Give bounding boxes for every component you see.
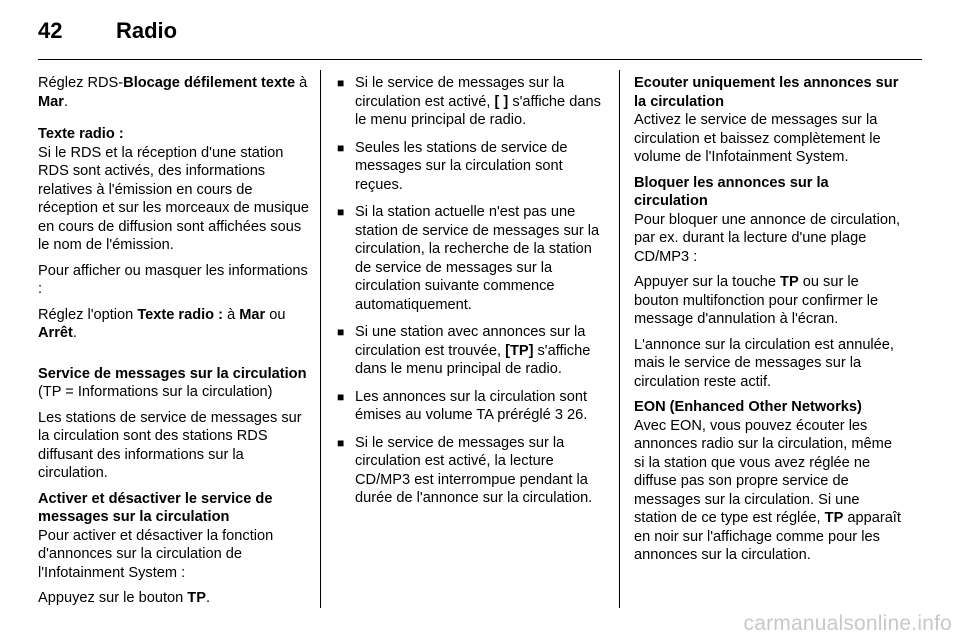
press-tp-paragraph: Appuyez sur le bouton TP. (38, 590, 210, 606)
cancelled-paragraph: L'annonce sur la circulation est annulée, mais le service de messages sur la circulation reste actif. (634, 336, 894, 390)
block-paragraph: Pour bloquer une annonce de circulation, par ex. durant la lecture d'une plage CD/MP3 : (634, 211, 901, 265)
texte-radio-heading: Texte radio : (38, 126, 124, 142)
traffic-stations-paragraph: Les stations de service de messages sur la circulation sont des stations RDS diffusant des informations sur la circulation. (38, 409, 302, 481)
list-item: ■ Si une station avec annonces sur la circulation est trouvée, [TP] s'affiche dans le menu principal de radio. (337, 324, 591, 377)
tp-definition: (TP = Informations sur la circulation) (38, 384, 273, 400)
activate-heading: Activer et désactiver le service de messages sur la circulation (38, 490, 273, 525)
page-number: 42 (38, 18, 63, 43)
bullet-icon: ■ (337, 435, 345, 450)
column-divider-1 (320, 70, 321, 608)
texte-radio-option-paragraph: Réglez l'option Texte radio : à Mar ou Arrêt. (38, 306, 286, 341)
rds-setting-paragraph: Réglez RDS-Blocage défilement texte à Mar. (38, 75, 308, 110)
bullet-icon: ■ (337, 205, 345, 219)
page-header (38, 18, 922, 62)
eon-heading: EON (Enhanced Other Networks) (634, 399, 862, 415)
column-divider-2 (619, 70, 620, 608)
list-item: ■ Si le service de messages sur la circulation est activé, la lecture CD/MP3 est interrompue pendant la durée de l'annonce sur la circulation. (337, 434, 593, 506)
traffic-service-heading: Service de messages sur la circulation (38, 365, 307, 382)
list-item: ■ Les annonces sur la circulation sont émises au volume TA préréglé 3 26. (337, 388, 588, 423)
column-1 (38, 74, 312, 615)
list-item: ■ Si la station actuelle n'est pas une station de service de messages sur la circulation, la recherche de la station de service de messages sur la circulation suivante commence automatiquement. (337, 204, 600, 313)
bullet-icon: ■ (337, 140, 345, 155)
bullet-icon: ■ (337, 76, 345, 90)
list-item: ■ Seules les stations de service de messages sur la circulation sont reçues. (337, 139, 568, 193)
column-3 (634, 74, 904, 572)
eon-paragraph: Avec EON, vous pouvez écouter les annonces radio sur la circulation, même si la station que vous avez réglée ne diffuse pas son propre service de messages sur la circulation. Si une station de ce type est réglée, TP apparaît en noir sur l'affichage comme pour les annonces sur la circulation. (634, 417, 901, 563)
column-2 (336, 74, 606, 517)
activate-paragraph: Pour activer et désactiver la fonction d'annonces sur la circulation de l'Infotainment System : (38, 527, 274, 581)
show-hide-paragraph: Pour afficher ou masquer les informations : (38, 262, 308, 297)
bullet-icon: ■ (337, 325, 345, 339)
texte-radio-paragraph: Si le RDS et la réception d'une station RDS sont activés, des informations relatives à l'émission en cours de réception et sur les morceaux de musique en cours de diffusion sont affichées sous le nom de l'émission. (38, 144, 309, 253)
watermark: carmanualsonline.info (743, 612, 952, 635)
listen-only-heading: Ecouter uniquement les annonces sur la circulation (634, 75, 899, 110)
page-reference-link[interactable]: 3 26 (554, 407, 584, 423)
list-item: ■ Si le service de messages sur la circulation est activé, [ ] s'affiche dans le menu principal de radio. (337, 75, 601, 128)
traffic-bullet-list (336, 74, 606, 508)
press-tp-confirm-paragraph: Appuyer sur la touche TP ou sur le bouton multifonction pour confirmer le message d'annulation à l'écran. (634, 274, 879, 327)
bullet-icon: ■ (337, 389, 345, 404)
section-title: Radio (116, 18, 178, 43)
block-heading: Bloquer les annonces sur la circulation (634, 174, 829, 209)
header-rule (38, 59, 922, 60)
listen-only-paragraph: Activez le service de messages sur la circulation et baissez complètement le volume de l'Infotainment System. (634, 112, 881, 165)
